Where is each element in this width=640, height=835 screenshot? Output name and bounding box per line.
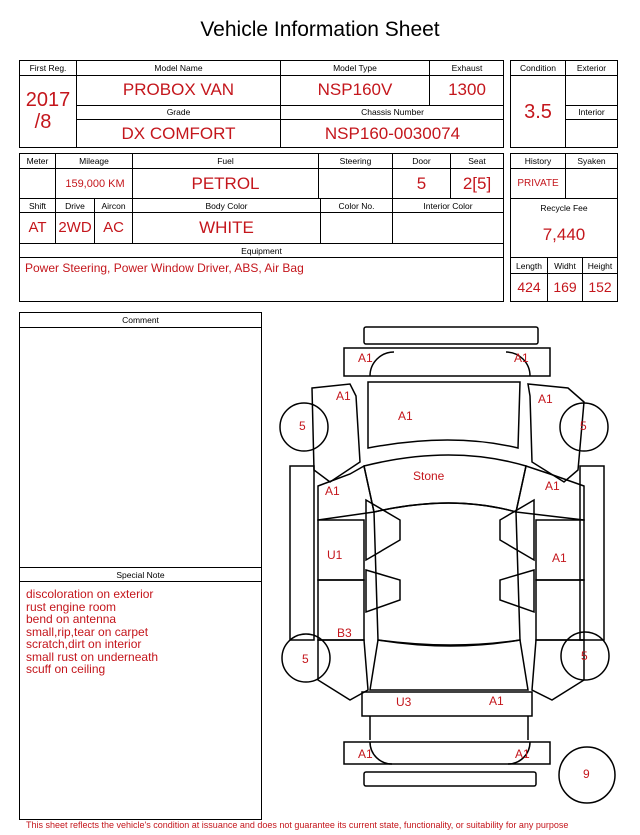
mark-tire-front-right: 5 [580,419,587,433]
mark-tailgate-left: U3 [396,695,412,709]
car-damage-diagram [265,315,635,820]
list-item: scuff on ceiling [26,662,106,676]
mark-front-fender-left: A1 [336,389,351,403]
list-item: small rust on underneath [26,649,159,664]
mark-front-fender-right: A1 [538,392,553,406]
mark-rear-bumper-right: A1 [515,747,530,761]
recycle-fee-value: 7,440 [542,225,586,244]
list-item: rust engine room [26,599,117,614]
interior-label: Interior [578,107,605,117]
shift-label: Shift [28,201,46,211]
list-item: small,rip,tear on carpet [26,624,149,639]
history-table [510,153,618,302]
mark-front-bumper-right: A1 [514,351,529,365]
mark-front-door-right: A1 [545,479,560,493]
mark-rear-door-right: A1 [552,551,567,565]
exhaust-value: 1300 [448,80,486,99]
list-item: scratch,dirt on interior [26,637,142,651]
mark-rear-quarter-left: B3 [337,626,352,640]
equipment-label: Equipment [241,246,282,256]
grade-value: DX COMFORT [121,124,236,143]
condition-table [510,60,618,148]
mark-tailgate-right: A1 [489,694,504,708]
drive-label: Drive [65,201,85,211]
history-label: History [524,156,552,166]
interior-color-label: Interior Color [423,201,473,211]
mark-tire-front-left: 5 [299,419,306,433]
aircon-label: Aircon [101,201,126,211]
shift-value: AT [28,219,47,236]
condition-grade: 3.5 [524,101,552,123]
mark-front-bumper-left: A1 [358,351,373,365]
body-color-value: WHITE [199,218,254,237]
fuel-value: PETROL [191,174,260,193]
mileage-label: Mileage [79,156,109,166]
sheet-title: Vehicle Information Sheet [200,18,440,41]
meter-label: Meter [26,156,49,166]
history-value: PRIVATE [517,178,559,189]
door-value: 5 [416,174,427,193]
list-item: discoloration on exterior [26,587,154,601]
condition-label: Condition [520,63,556,73]
comment-panel [19,312,262,820]
width-value: 169 [553,279,577,295]
mark-front-door-left: A1 [325,484,340,498]
list-item: bend on antenna [26,612,117,626]
height-label: Height [587,261,613,271]
length-label: Length [516,261,542,271]
width-label: Widht [554,261,576,271]
seat-label: Seat [468,156,486,166]
comment-label: Comment [122,315,159,325]
syaken-label: Syaken [577,156,606,166]
door-label: Door [412,156,431,166]
drive-value: 2WD [58,219,92,236]
mark-hood: A1 [398,409,413,423]
height-value: 152 [588,279,612,295]
model-type-label: Model Type [333,63,377,73]
mark-rear-bumper-left: A1 [358,747,373,761]
mark-spare-tire: 9 [583,767,590,781]
mark-windshield: Stone [413,469,445,483]
aircon-value: AC [103,219,124,236]
model-name-value: PROBOX VAN [122,80,235,99]
recycle-fee-label: Recycle Fee [540,203,588,213]
model-name-label: Model Name [154,63,203,73]
model-info-table [19,60,504,148]
grade-label: Grade [166,107,191,117]
chassis-number-value: NSP160-0030074 [324,124,461,143]
first-reg-month: /8 [34,111,52,133]
mark-rear-door-left: U1 [327,548,343,562]
fuel-label: Fuel [217,156,234,166]
exterior-label: Exterior [576,63,607,73]
equipment-value: Power Steering, Power Window Driver, ABS, Air Bag [25,261,304,275]
mark-tire-rear-left: 5 [302,652,309,666]
steering-label: Steering [339,156,372,166]
model-type-value: NSP160V [317,80,393,99]
body-color-label: Body Color [205,201,248,211]
special-note-label: Special Note [116,570,165,580]
special-notes-list [26,588,158,676]
first-reg-year: 2017 [25,89,71,111]
color-no-label: Color No. [338,201,375,211]
disclaimer-footer: This sheet reflects the vehicle's condition at issuance and does not guarantee its current state, functionality, or suitability for any purpose [26,820,569,830]
mileage-value: 159,000 KM [65,178,125,190]
exhaust-label: Exhaust [451,63,483,73]
first-reg-label: First Reg. [29,63,67,73]
length-value: 424 [517,279,541,295]
seat-value: 2[5] [462,174,492,193]
specs-table [19,153,504,302]
chassis-number-label: Chassis Number [361,107,424,117]
mark-tire-rear-right: 5 [581,649,588,663]
